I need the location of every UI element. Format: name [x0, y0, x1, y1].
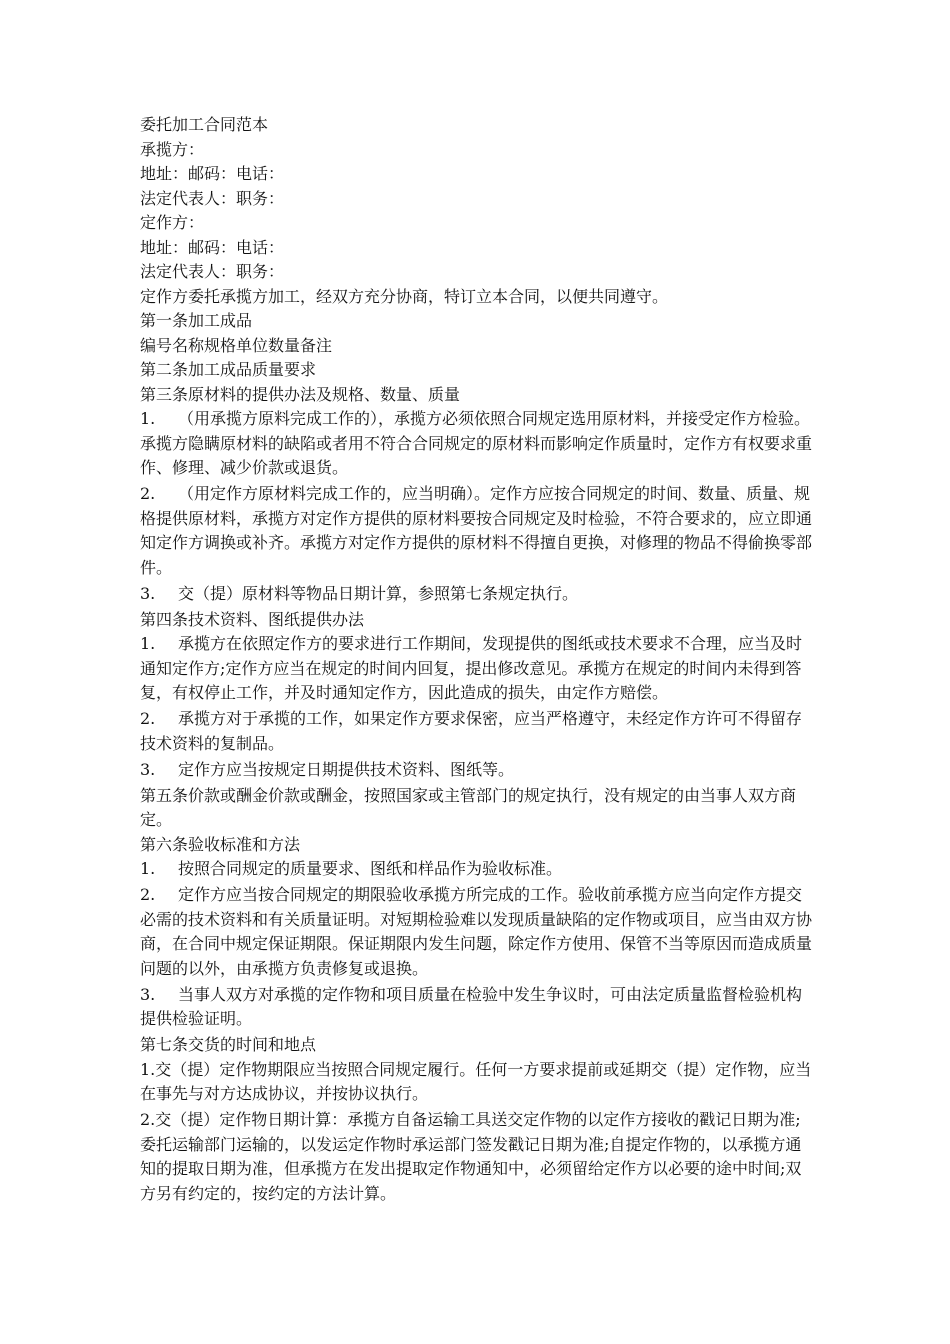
party-a-representative: 法定代表人：职务： — [140, 188, 285, 208]
article-7-item: 2.交（提）定作物日期计算：承揽方自备运输工具送交定作物的以定作方接收的戳记日期为准;委托运输部门运输的，以发运定作物时承运部门签发戳记日期为准;自提定作物的，以承揽方通知的提取日期为准，但承揽方在发出提取定作物通知中，必须留给定作方以必要的途中时间;双方另有约定的，按约定的方法计算。 — [140, 1110, 802, 1203]
article-6-item — [140, 983, 816, 1032]
item-text: 定作方应当按规定日期提供技术资料、图纸等。 — [178, 759, 515, 779]
article-4-title: 第四条技术资料、图纸提供办法 — [140, 609, 365, 629]
item-text: （用承揽方原料完成工作的），承揽方必须依照合同规定选用原材料，并接受定作方检验。承揽方隐瞒原材料的缺陷或者用不符合合同规定的原材料而影响定作质量时，定作方有权要求重作、修理、减少价款或退货。 — [140, 409, 813, 477]
article-3-title: 第三条原材料的提供办法及规格、数量、质量 — [140, 384, 461, 404]
article-4-item — [140, 707, 816, 756]
article-3-item — [140, 582, 816, 607]
item-text: （用定作方原材料完成工作的，应当明确）。定作方应按合同规定的时间、数量、质量、规格提供原材料，承揽方对定作方提供的原材料要按合同规定及时检验，不符合要求的，应立即通知定作方调换或补齐。承揽方对定作方提供的原材料不得擅自更换，对修理的物品不得偷换零部件。 — [140, 484, 813, 577]
party-a-label: 承揽方： — [140, 139, 205, 159]
article-6-item — [140, 883, 816, 981]
item-number: 3. — [140, 583, 156, 603]
item-number: 2. — [140, 484, 156, 503]
article-5: 第五条价款或酬金价款或酬金，按照国家或主管部门的规定执行，没有规定的由当事人双方商定。 — [140, 785, 797, 829]
item-number: 1. — [140, 634, 156, 653]
article-7-title: 第七条交货的时间和地点 — [140, 1035, 317, 1054]
document-title: 委托加工合同范本 — [140, 115, 269, 134]
article-4-item — [140, 758, 816, 783]
item-text: 当事人双方对承揽的定作物和项目质量在检验中发生争议时，可由法定质量监督检验机构提供检验证明。 — [140, 984, 803, 1028]
preamble: 定作方委托承揽方加工，经双方充分协商，特订立本合同，以便共同遵守。 — [140, 286, 669, 306]
article-7-item: 1.交（提）定作物期限应当按照合同规定履行。任何一方要求提前或延期交（提）定作物，应当在事先与对方达成协议，并按协议执行。 — [140, 1059, 812, 1103]
article-6-title: 第六条验收标准和方法 — [140, 834, 301, 854]
item-number: 1. — [140, 859, 156, 878]
item-number: 2. — [140, 885, 156, 904]
article-3-item — [140, 407, 816, 481]
party-b-address: 地址：邮码：电话： — [140, 237, 285, 257]
party-b-representative: 法定代表人：职务： — [140, 262, 285, 281]
article-2-title: 第二条加工成品质量要求 — [140, 360, 317, 379]
item-number: 2. — [140, 709, 156, 728]
article-6-item — [140, 857, 816, 882]
party-b-label: 定作方： — [140, 213, 205, 232]
article-1-title: 第一条加工成品 — [140, 311, 253, 330]
document-body — [140, 113, 816, 1208]
item-text: 交（提）原材料等物品日期计算，参照第七条规定执行。 — [178, 583, 579, 603]
article-4-item — [140, 632, 816, 706]
article-1-table-header: 编号名称规格单位数量备注 — [140, 335, 333, 355]
item-text: 承揽方在依照定作方的要求进行工作期间，发现提供的图纸或技术要求不合理，应当及时通知定作方;定作方应当在规定的时间内回复，提出修改意见。承揽方在规定的时间内未得到答复，有权停止工作，并及时通知定作方，因此造成的损失，由定作方赔偿。 — [140, 634, 803, 702]
item-number: 3. — [140, 984, 156, 1004]
item-text: 承揽方对于承揽的工作，如果定作方要求保密，应当严格遵守，未经定作方许可不得留存技术资料的复制品。 — [140, 709, 803, 753]
article-3-item — [140, 482, 816, 580]
item-text: 定作方应当按合同规定的期限验收承揽方所完成的工作。验收前承揽方应当向定作方提交必需的技术资料和有关质量证明。对短期检验难以发现质量缺陷的定作物或项目，应当由双方协商，在合同中规定保证期限。保证期限内发生问题，除定作方使用、保管不当等原因而造成质量问题的以外，由承揽方负责修复或退换。 — [140, 885, 813, 978]
item-number: 1. — [140, 409, 156, 428]
item-text: 按照合同规定的质量要求、图纸和样品作为验收标准。 — [178, 859, 563, 878]
party-a-address: 地址：邮码：电话： — [140, 164, 285, 183]
item-number: 3. — [140, 759, 156, 779]
